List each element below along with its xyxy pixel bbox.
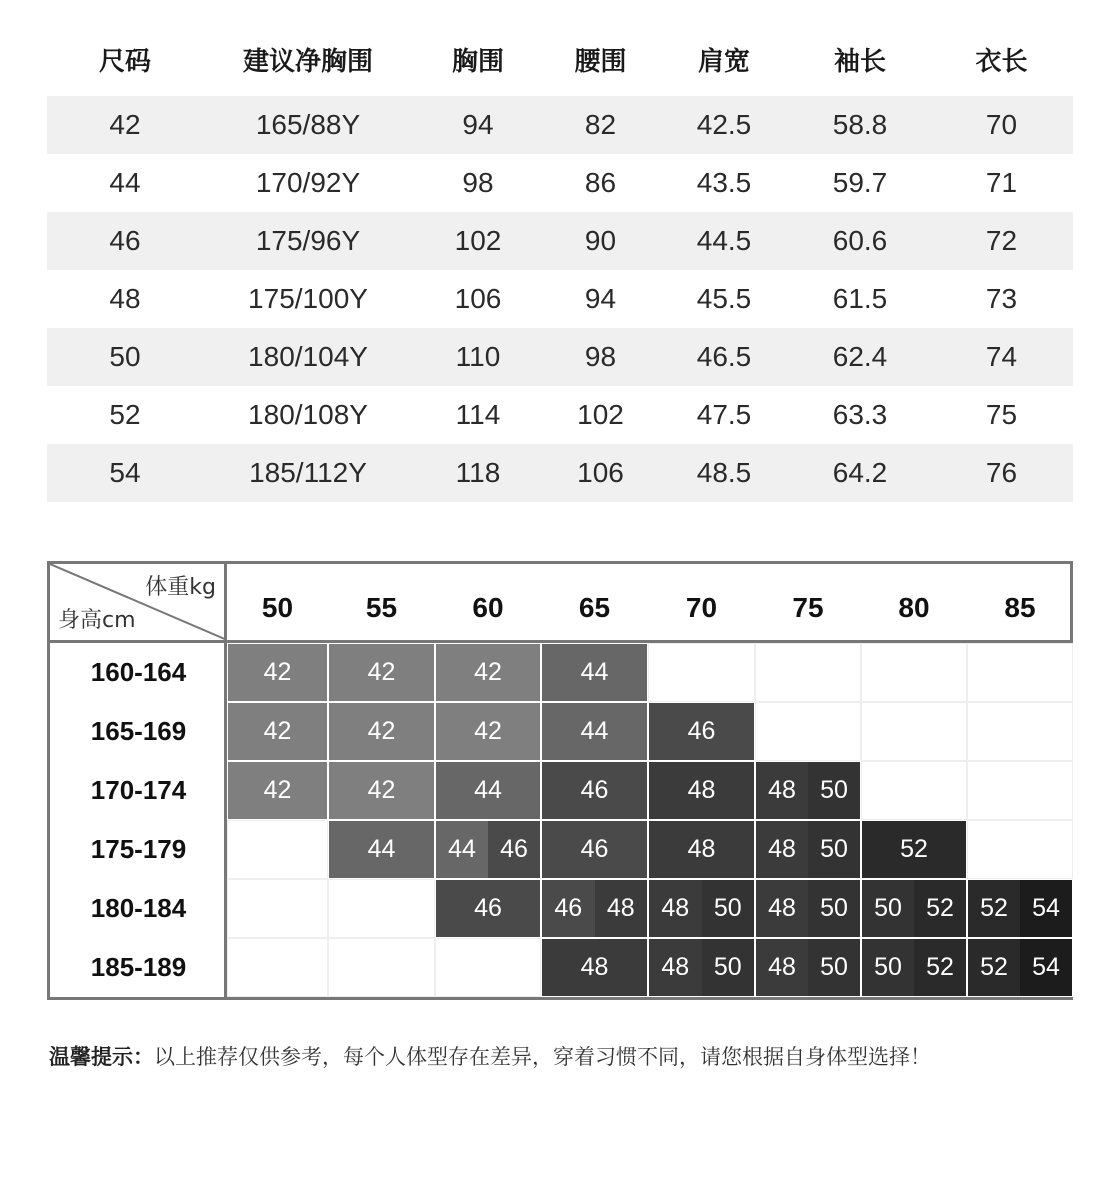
matrix-cell: 46 [541,820,648,879]
cell-net-chest: 185/112Y [203,444,413,502]
matrix-cell-empty [648,643,755,702]
matrix-cell-empty [861,643,967,702]
size-option: 48 [595,880,648,937]
size-option: 50 [862,939,914,996]
matrix-corner [50,564,227,640]
matrix-cell-empty [967,643,1073,702]
header-chest: 胸围 [451,46,504,77]
matrix-cell: 42 [328,643,435,702]
cell-size: 46 [47,212,203,270]
weight-axis-label: 体重kg [145,575,216,600]
tip-label: 温馨提示： [49,1045,154,1069]
matrix-cell-split [861,938,967,997]
cell-size: 52 [109,399,141,430]
size-option: 48 [756,939,808,996]
matrix-cell-empty [967,820,1073,879]
matrix-cell: 42 [227,643,328,702]
size-option: 52 [914,880,966,937]
cell-size: 54 [47,444,203,502]
size-option: 48 [756,880,808,937]
weight-header: 85 [1004,592,1036,623]
cell-length: 74 [930,328,1073,386]
cell-waist: 102 [577,399,624,430]
size-option: 50 [862,880,914,937]
matrix-cell: 42 [328,761,435,820]
cell-chest: 98 [462,167,494,198]
matrix-cell-split [755,761,861,820]
matrix-cell-split [755,879,861,938]
table-row [47,96,1073,154]
cell-size: 48 [109,283,141,314]
matrix-cell-empty [227,938,328,997]
table-row [47,154,1073,212]
cell-shoulder: 48.5 [658,444,790,502]
matrix-cell: 48 [648,761,755,820]
cell-waist: 106 [543,444,658,502]
size-option: 48 [649,939,702,996]
height-axis-label: 身高cm [58,608,136,633]
cell-shoulder: 43.5 [696,167,752,198]
size-option: 54 [1020,939,1072,996]
matrix-cell: 48 [648,820,755,879]
weight-header: 55 [365,592,398,623]
size-option: 46 [488,821,540,878]
size-option: 50 [808,880,860,937]
weight-header: 60 [472,592,504,623]
cell-chest: 118 [413,444,543,502]
size-option: 54 [1020,880,1072,937]
matrix-cell-split [967,879,1073,938]
cell-length: 75 [985,399,1018,430]
cell-shoulder: 42.5 [658,96,790,154]
cell-length: 70 [930,96,1073,154]
matrix-cell-split [648,879,755,938]
weight-header: 70 [685,592,718,623]
cell-length: 73 [985,283,1018,314]
size-table-header-row [47,30,1073,96]
cell-net-chest: 175/100Y [248,283,368,314]
matrix-cell-empty [227,820,328,879]
cell-sleeve: 58.8 [790,96,930,154]
cell-waist: 82 [543,96,658,154]
cell-sleeve: 59.7 [832,167,888,198]
matrix-cell-empty [861,702,967,761]
cell-size: 42 [47,96,203,154]
matrix-cell-split [967,938,1073,997]
header-net-chest: 建议净胸围 [242,46,373,77]
cell-net-chest: 175/96Y [203,212,413,270]
height-label: 170-174 [90,775,187,805]
table-row [47,444,1073,502]
matrix-cell-empty [435,938,541,997]
matrix-cell-empty [227,879,328,938]
size-option: 44 [436,821,488,878]
cell-shoulder: 47.5 [696,399,752,430]
cell-size: 44 [109,167,141,198]
matrix-cell-split [435,820,541,879]
matrix-cell: 42 [435,702,541,761]
cell-sleeve: 63.3 [832,399,888,430]
cell-length: 71 [985,167,1018,198]
matrix-cell: 42 [227,702,328,761]
size-option: 46 [542,880,595,937]
matrix-cell-split [755,820,861,879]
size-option: 48 [756,821,808,878]
cell-net-chest: 180/108Y [248,399,368,430]
matrix-cell-empty [755,702,861,761]
size-option: 50 [702,880,755,937]
size-option: 50 [808,762,860,819]
matrix-cell: 44 [328,820,435,879]
matrix-cell: 46 [435,879,541,938]
height-label: 160-164 [90,657,187,687]
cell-length: 76 [930,444,1073,502]
size-table [47,30,1073,502]
tip-text: 以上推荐仅供参考，每个人体型存在差异，穿着习惯不同，请您根据自身体型选择！ [154,1045,931,1069]
matrix-cell-split [648,938,755,997]
height-label: 175-179 [90,834,187,864]
matrix-cell: 52 [861,820,967,879]
cell-size: 50 [47,328,203,386]
size-option: 52 [968,880,1020,937]
matrix-cell: 44 [541,702,648,761]
cell-chest: 102 [413,212,543,270]
size-option: 50 [808,821,860,878]
matrix-cell: 48 [541,938,648,997]
cell-sleeve: 64.2 [790,444,930,502]
matrix-cell-split [861,879,967,938]
cell-net-chest: 170/92Y [255,167,361,198]
cell-shoulder: 45.5 [696,283,752,314]
size-option: 50 [702,939,755,996]
size-option: 48 [756,762,808,819]
header-sleeve: 袖长 [833,46,886,77]
matrix-cell-empty [755,643,861,702]
table-row [47,212,1073,270]
size-option: 48 [649,880,702,937]
weight-header: 65 [578,592,611,623]
matrix-cell-empty [967,761,1073,820]
cell-sleeve: 60.6 [790,212,930,270]
height-label: 185-189 [90,952,187,982]
matrix-cell-empty [861,761,967,820]
header-shoulder: 肩宽 [697,46,750,77]
table-row [47,386,1073,444]
cell-chest: 106 [454,283,502,314]
matrix-cell: 42 [227,761,328,820]
weight-header: 75 [792,592,824,623]
cell-chest: 114 [455,399,501,430]
matrix-cell-split [755,938,861,997]
size-option: 50 [808,939,860,996]
height-label: 165-169 [90,716,187,746]
matrix-cell: 44 [435,761,541,820]
table-row [47,270,1073,328]
size-option: 52 [968,939,1020,996]
matrix-cell: 44 [541,643,648,702]
matrix-cell: 46 [541,761,648,820]
header-size: 尺码 [98,46,151,77]
cell-sleeve: 62.4 [790,328,930,386]
matrix-cell-empty [328,938,435,997]
weight-header: 80 [898,592,930,623]
cell-waist: 98 [543,328,658,386]
cell-length: 72 [930,212,1073,270]
cell-sleeve: 61.5 [832,283,888,314]
cell-shoulder: 44.5 [658,212,790,270]
header-length: 衣长 [975,46,1028,77]
cell-chest: 94 [413,96,543,154]
matrix-cell-empty [967,702,1073,761]
weight-header: 50 [261,592,294,623]
matrix-cell: 42 [435,643,541,702]
matrix-cell-empty [328,879,435,938]
tip-note [49,1041,931,1071]
cell-waist: 86 [584,167,617,198]
table-row [47,328,1073,386]
matrix-cell-split [541,879,648,938]
cell-shoulder: 46.5 [658,328,790,386]
header-waist: 腰围 [574,46,627,77]
cell-chest: 110 [413,328,543,386]
matrix-cell: 46 [648,702,755,761]
weight-height-matrix [47,561,1073,1000]
cell-waist: 94 [584,283,617,314]
size-option: 52 [914,939,966,996]
matrix-cell: 42 [328,702,435,761]
cell-net-chest: 165/88Y [203,96,413,154]
cell-waist: 90 [543,212,658,270]
height-label: 180-184 [90,893,187,923]
cell-net-chest: 180/104Y [203,328,413,386]
